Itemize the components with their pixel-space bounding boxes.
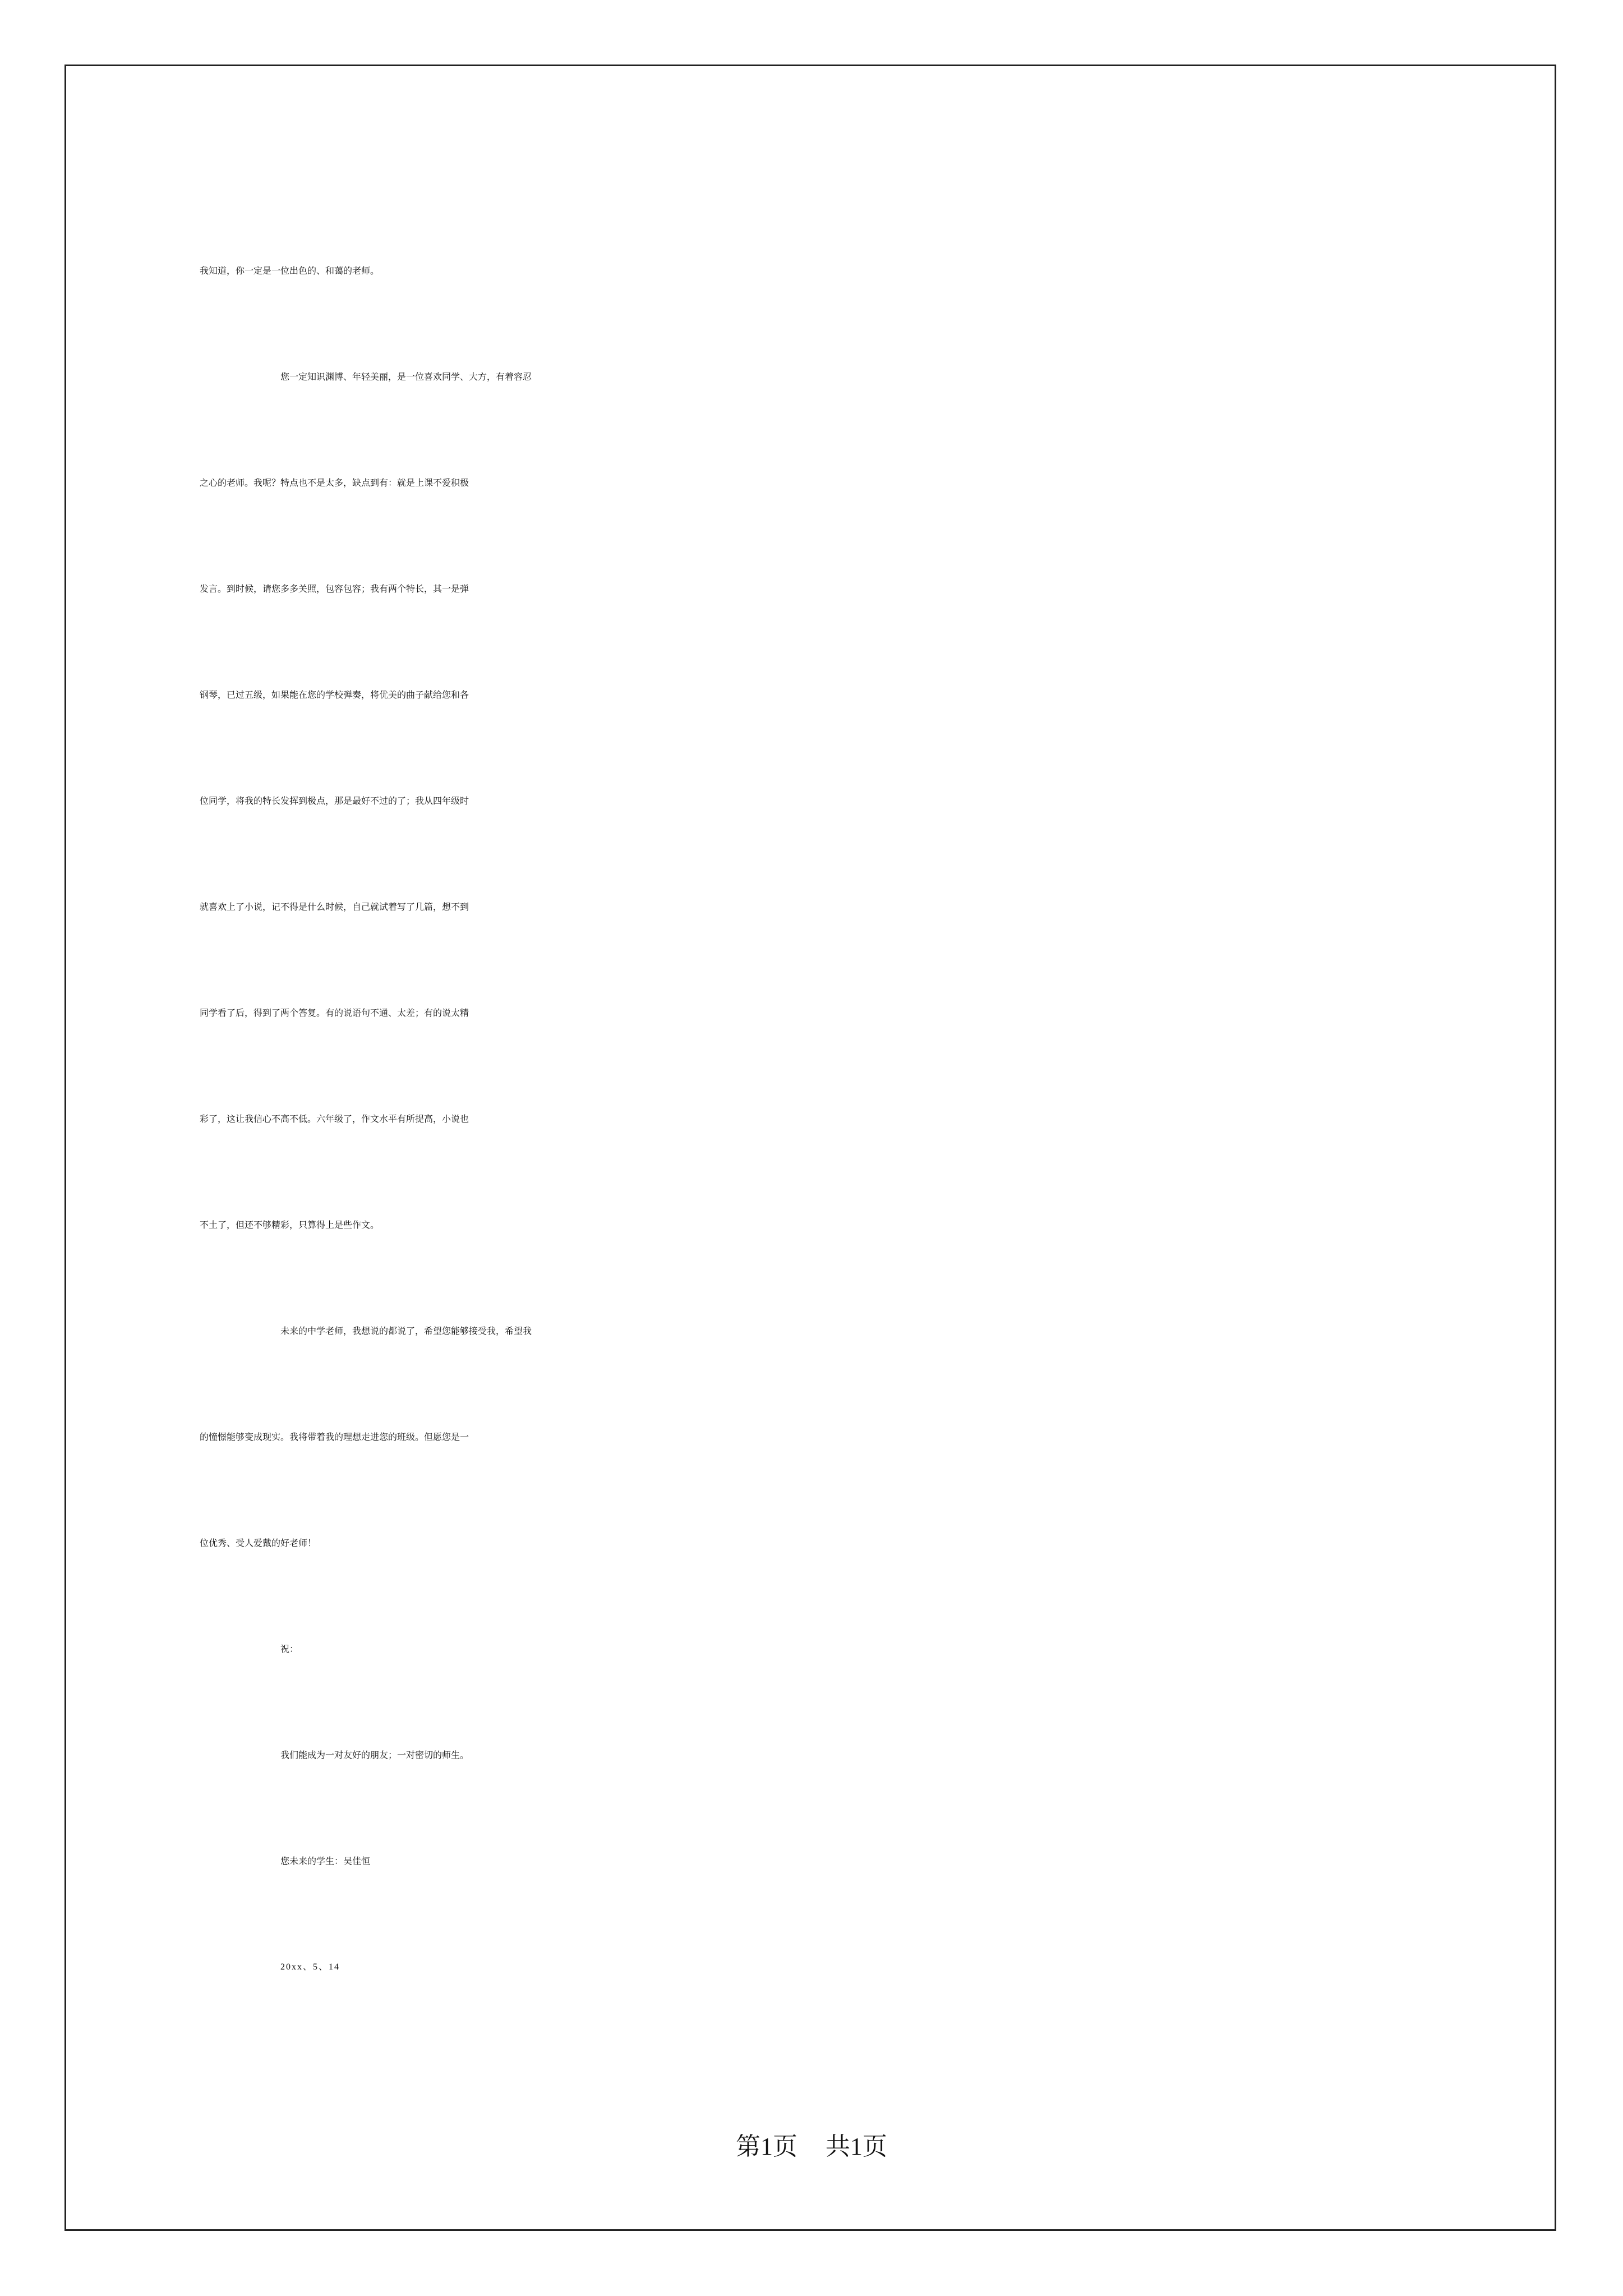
wish-line: 我们能成为一对友好的朋友；一对密切的师生。 bbox=[280, 1750, 469, 1760]
letter-line: 您一定知识渊博、年轻美丽，是一位喜欢同学、大方，有着容忍 bbox=[280, 371, 532, 382]
date-line: 20xx、5、14 bbox=[280, 1962, 340, 1972]
salutation-line: 祝： bbox=[280, 1644, 299, 1654]
letter-line: 位优秀、受人爱戴的好老师！ bbox=[200, 1538, 317, 1548]
letter-line: 位同学，将我的特长发挥到极点，那是最好不过的了；我从四年级时 bbox=[200, 795, 469, 806]
letter-line: 钢琴，已过五级，如果能在您的学校弹奏，将优美的曲子献给您和各 bbox=[200, 689, 469, 700]
signature-line: 您未来的学生：吴佳恒 bbox=[280, 1856, 371, 1866]
letter-line: 发言。到时候，请您多多关照，包容包容；我有两个特长，其一是弹 bbox=[200, 583, 469, 594]
page-footer bbox=[0, 2126, 1623, 2162]
letter-line: 同学看了后，得到了两个答复。有的说语句不通、太差；有的说太精 bbox=[200, 1007, 469, 1018]
letter-line: 的憧憬能够变成现实。我将带着我的理想走进您的班级。但愿您是一 bbox=[200, 1432, 469, 1442]
letter-line: 彩了，这让我信心不高不低。六年级了，作文水平有所提高，小说也 bbox=[200, 1114, 469, 1124]
page-number-current: 第1页 bbox=[736, 2133, 797, 2160]
letter-body bbox=[200, 218, 1433, 2020]
letter-line: 我知道，你一定是一位出色的、和蔼的老师。 bbox=[200, 265, 380, 276]
letter-line: 不土了，但还不够精彩，只算得上是些作文。 bbox=[200, 1220, 380, 1230]
letter-line: 未来的中学老师，我想说的都说了，希望您能够接受我，希望我 bbox=[280, 1326, 532, 1336]
letter-line: 就喜欢上了小说，记不得是什么时候，自己就试着写了几篇，想不到 bbox=[200, 901, 469, 912]
letter-line: 之心的老师。我呢？特点也不是太多，缺点到有：就是上课不爱积极 bbox=[200, 477, 469, 488]
page-number-total: 共1页 bbox=[826, 2133, 887, 2160]
